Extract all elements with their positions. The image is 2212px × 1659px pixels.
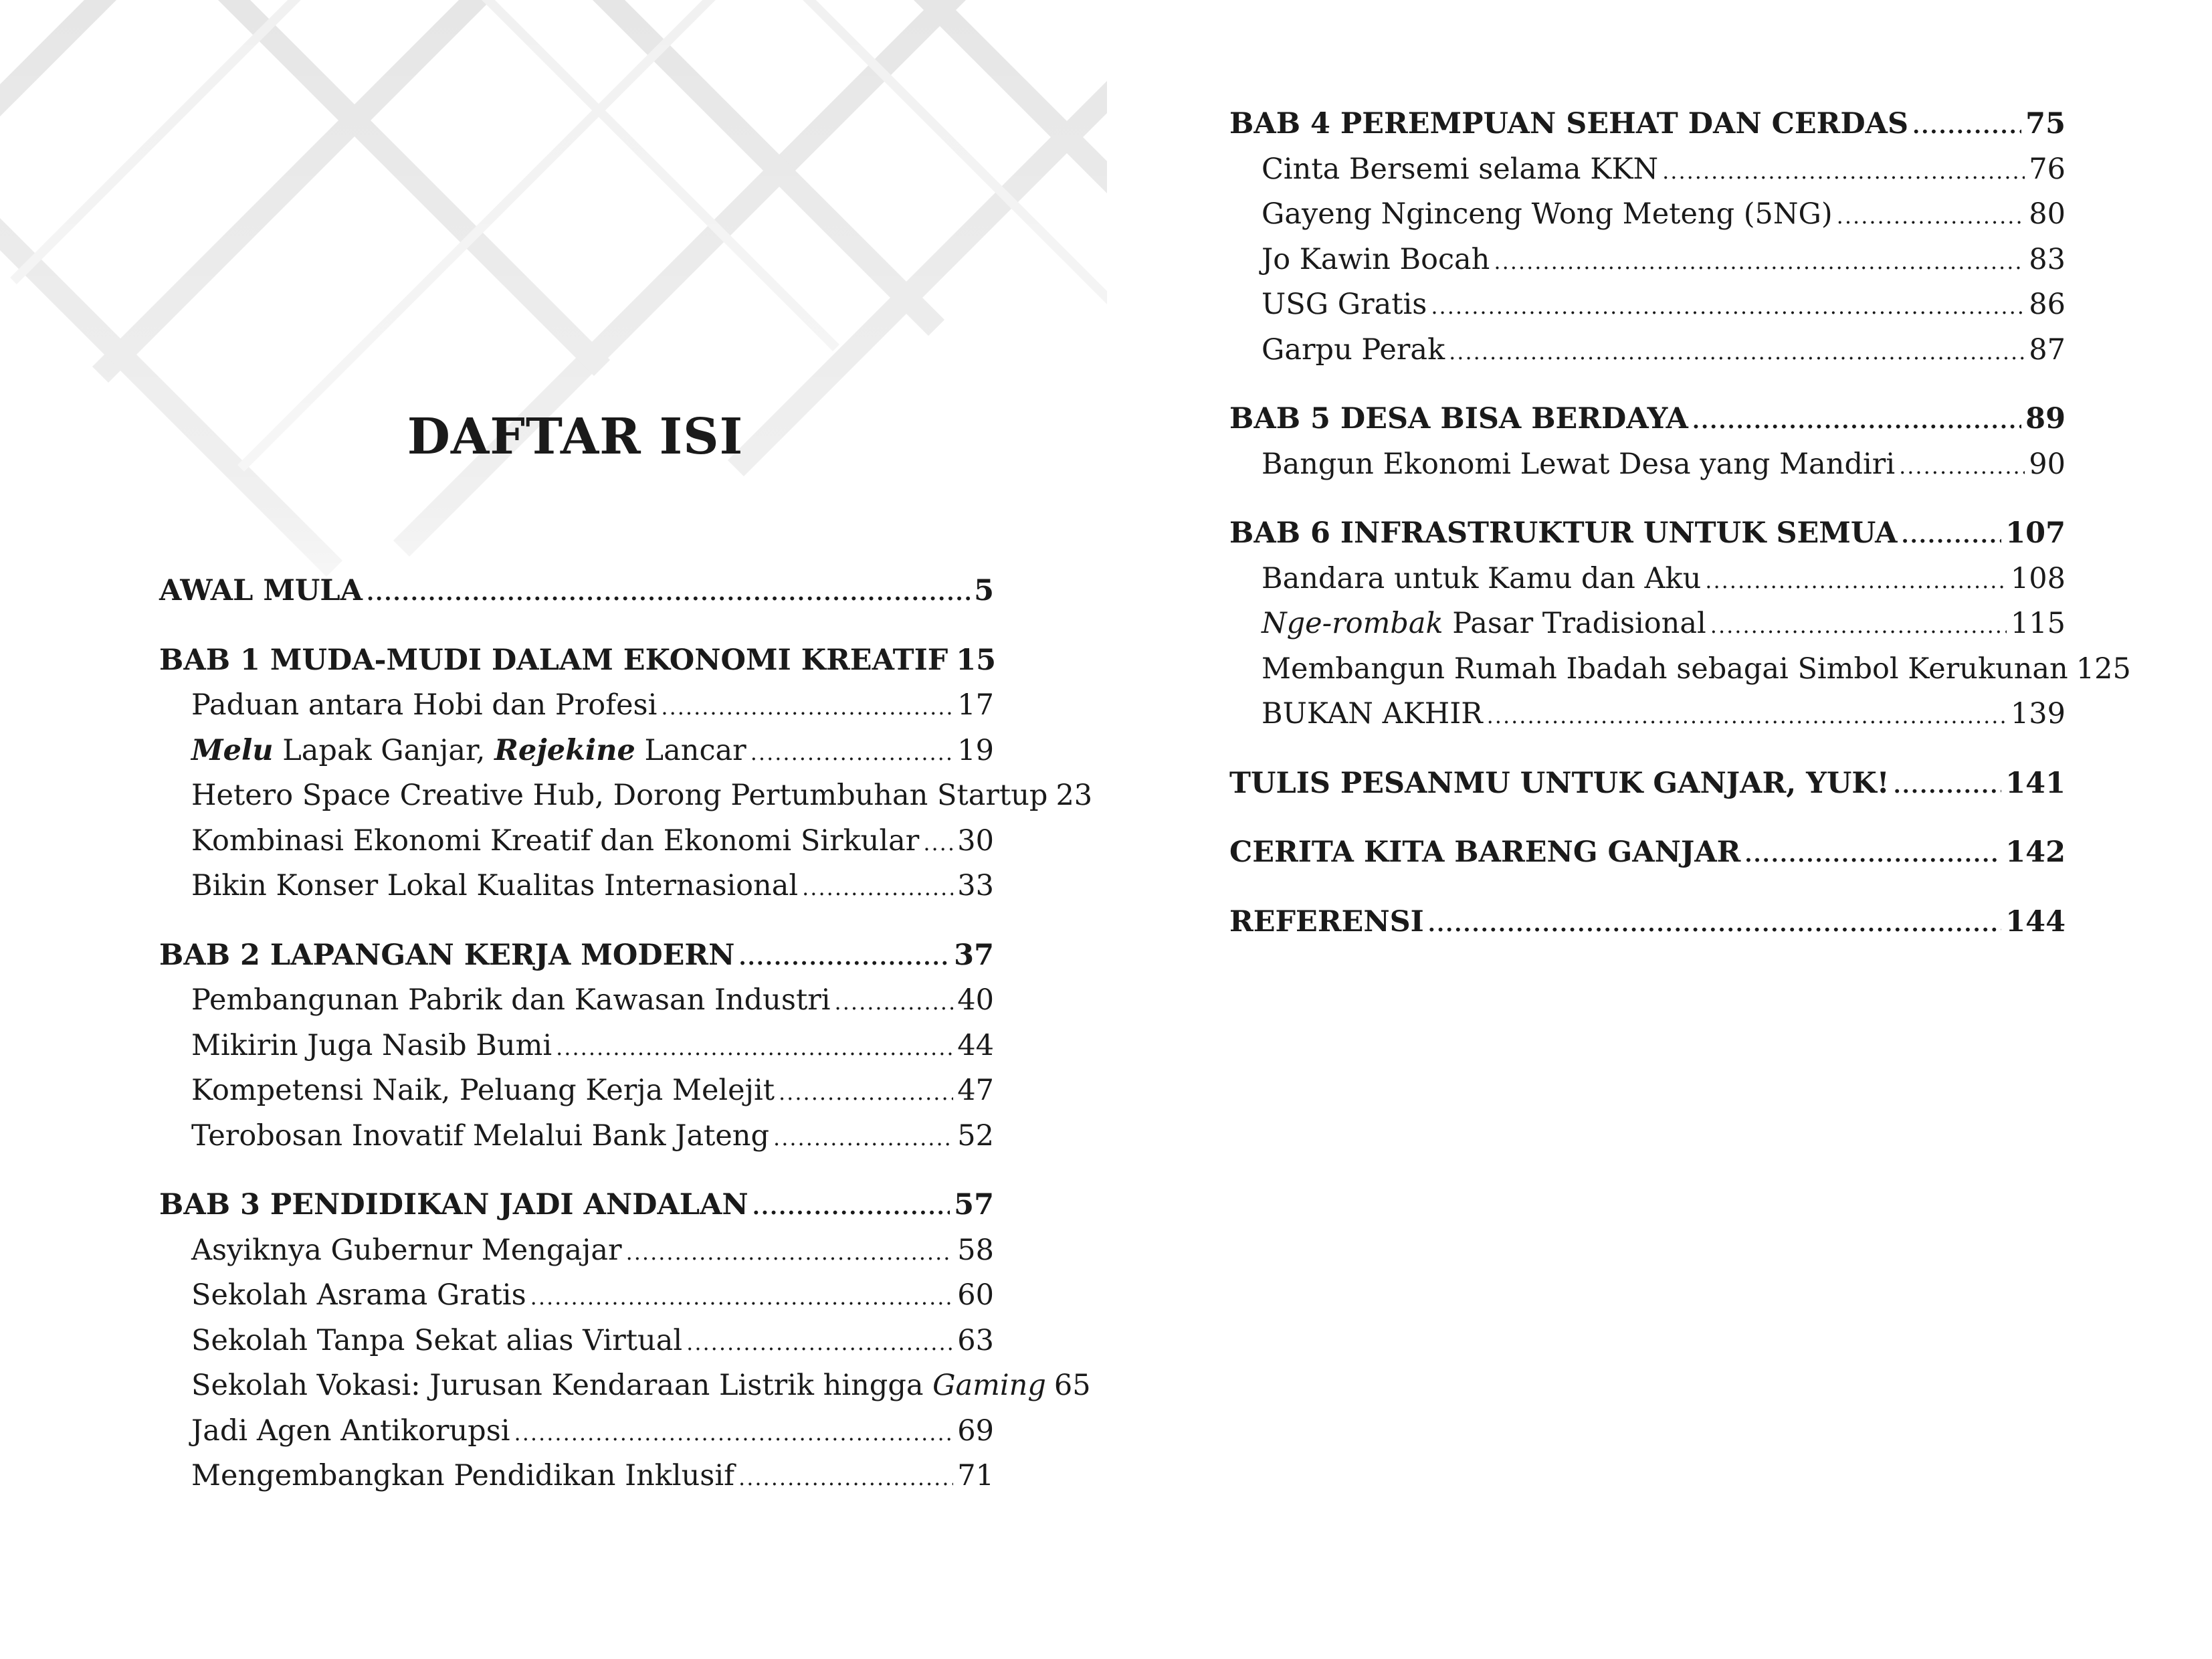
toc-subentry[interactable] <box>159 1119 994 1165</box>
dot-leader <box>530 1284 954 1310</box>
toc-subentry[interactable] <box>159 983 994 1029</box>
toc-chapter-bab-4[interactable] <box>1229 107 2066 153</box>
toc-entry-awal-mula[interactable] <box>159 574 994 619</box>
dot-leader <box>1692 408 2021 433</box>
toc-page-number: 58 <box>957 1233 994 1267</box>
dot-leader <box>752 1194 950 1219</box>
toc-page-number: 63 <box>957 1323 994 1357</box>
toc-page-number: 141 <box>2005 766 2066 800</box>
dot-leader <box>1662 159 2025 184</box>
toc-subentry-label-part: Nge-rombak <box>1262 607 1443 640</box>
toc-page-number: 80 <box>2029 197 2066 231</box>
toc-subentry-label: Jadi Agen Antikorupsi <box>191 1413 510 1448</box>
toc-subentry[interactable] <box>159 1074 994 1119</box>
toc-subentry[interactable] <box>159 1278 994 1324</box>
toc-page-number: 37 <box>954 938 994 972</box>
toc-chapter-label: BAB 4 PEREMPUAN SEHAT DAN CERDAS <box>1229 107 1909 140</box>
toc-subentry-label: USG Gratis <box>1262 288 1427 321</box>
toc-subentry[interactable] <box>159 734 994 779</box>
toc-page-number: 86 <box>2029 288 2066 321</box>
toc-subentry[interactable] <box>159 688 994 734</box>
toc-subentry-label: Kompetensi Naik, Peluang Kerja Melejit <box>191 1074 775 1107</box>
toc-chapter-label: BAB 6 INFRASTRUKTUR UNTUK SEMUA <box>1229 516 1898 550</box>
toc-subentry[interactable] <box>1229 153 2066 198</box>
toc-subentry-label-part: Sekolah Vokasi: Jurusan Kendaraan Listrik hingga <box>191 1369 933 1402</box>
toc-subentry[interactable] <box>1229 652 2131 698</box>
toc-subentry[interactable] <box>159 824 994 870</box>
toc-entry-tulis-pesan[interactable] <box>1229 767 2066 812</box>
dot-leader <box>1894 773 2002 798</box>
dot-leader <box>773 1125 953 1151</box>
toc-subentry[interactable] <box>1229 243 2066 288</box>
toc-subentry[interactable] <box>1229 288 2066 333</box>
toc-subentry-label-part: Gaming <box>932 1369 1046 1402</box>
dot-leader <box>1428 911 2001 937</box>
toc-subentry[interactable] <box>159 1459 994 1504</box>
toc-page-number: 44 <box>957 1028 994 1062</box>
toc-subentry-label-part: Lapak Ganjar, <box>273 733 495 767</box>
dot-leader <box>923 830 953 856</box>
dot-leader <box>1487 703 2007 728</box>
toc-subentry-label: Paduan antara Hobi dan Profesi <box>191 688 658 722</box>
toc-page-number: 60 <box>957 1278 994 1312</box>
toc-page-number: 57 <box>954 1188 994 1222</box>
toc-subentry[interactable] <box>159 869 994 914</box>
toc-subentry-label: Asyiknya Gubernur Mengajar <box>191 1233 622 1267</box>
dot-leader <box>661 694 953 720</box>
toc-subentry-label: Mengembangkan Pendidikan Inklusif <box>191 1459 735 1492</box>
dot-leader <box>1705 568 2007 593</box>
toc-left-column <box>159 574 1093 1504</box>
toc-subentry-label: Sekolah Tanpa Sekat alias Virtual <box>191 1323 683 1357</box>
toc-subentry-label: Membangun Rumah Ibadah sebagai Simbol Kerukunan <box>1262 652 2068 686</box>
toc-page-number: 89 <box>2025 402 2066 435</box>
toc-subentry-label: Bangun Ekonomi Lewat Desa yang Mandiri <box>1262 447 1896 481</box>
toc-chapter-label: BAB 1 MUDA-MUDI DALAM EKONOMI KREATIF <box>159 643 948 677</box>
toc-subentry[interactable] <box>159 779 1093 824</box>
right-page <box>1107 0 2212 1659</box>
toc-subentry-label: Sekolah Asrama Gratis <box>191 1278 526 1312</box>
toc-page-number: 142 <box>2005 836 2066 869</box>
dot-leader <box>1710 613 2007 638</box>
toc-page-number: 5 <box>974 574 994 607</box>
toc-subentry[interactable] <box>1229 562 2066 607</box>
toc-page-number: 69 <box>957 1413 994 1448</box>
toc-subentry-label: Kombinasi Ekonomi Kreatif dan Ekonomi Sirkular <box>191 823 920 858</box>
toc-subentry[interactable] <box>1229 607 2066 652</box>
toc-right-column <box>1229 107 2131 950</box>
toc-subentry[interactable] <box>159 1324 994 1369</box>
toc-subentry-label <box>1262 607 1706 640</box>
toc-entry-label: REFERENSI <box>1229 904 1424 939</box>
dot-leader <box>738 1465 953 1490</box>
toc-subentry-label-part: Lancar <box>635 733 746 767</box>
toc-page-number: 52 <box>957 1118 994 1153</box>
toc-chapter-label: BAB 2 LAPANGAN KERJA MODERN <box>159 938 735 972</box>
toc-subentry-label: Jo Kawin Bocah <box>1262 242 1490 276</box>
toc-page-number: 76 <box>2029 152 2066 186</box>
dot-leader <box>802 875 953 900</box>
toc-subentry-label: Gayeng Nginceng Wong Meteng (5NG) <box>1262 197 1833 231</box>
toc-subentry-label-part: Pasar Tradisional <box>1443 607 1706 640</box>
dot-leader <box>514 1420 954 1446</box>
toc-chapter-label: BAB 5 DESA BISA BERDAYA <box>1229 402 1688 435</box>
toc-subentry-label: Garpu Perak <box>1262 332 1445 367</box>
dot-leader <box>1431 294 2025 319</box>
toc-page-number: 90 <box>2029 447 2066 481</box>
toc-chapter-bab-5[interactable] <box>1229 402 2066 448</box>
toc-subentry-label: Terobosan Inovatif Melalui Bank Jateng <box>191 1118 770 1153</box>
toc-subentry-label-part: Melu <box>191 733 274 767</box>
toc-entry-label: AWAL MULA <box>159 574 363 607</box>
toc-entry-referensi[interactable] <box>1229 905 2066 951</box>
toc-subentry-label-part: Rejekine <box>494 733 635 767</box>
dot-leader <box>1449 339 2025 365</box>
dot-leader <box>738 945 950 970</box>
toc-page-number: 83 <box>2029 242 2066 276</box>
toc-page-number: 139 <box>2010 697 2066 730</box>
toc-subentry-label: Pembangunan Pabrik dan Kawasan Industri <box>191 983 831 1017</box>
toc-subentry-label <box>191 734 746 767</box>
toc-chapter-bab-6[interactable] <box>1229 516 2066 562</box>
toc-subentry[interactable] <box>159 1369 1091 1414</box>
toc-page-number: 30 <box>957 823 994 858</box>
dot-leader <box>626 1240 954 1265</box>
toc-page-number: 108 <box>2010 561 2066 595</box>
page-title: DAFTAR ISI <box>407 408 744 466</box>
dot-leader <box>1494 249 2025 274</box>
toc-page-number: 125 <box>2076 652 2131 686</box>
toc-entry-label: CERITA KITA BARENG GANJAR <box>1229 836 1741 869</box>
toc-subentry-label: BUKAN AKHIR <box>1262 697 1483 730</box>
background-pattern <box>0 0 1107 669</box>
toc-page-number: 33 <box>957 869 994 902</box>
dot-leader <box>556 1035 953 1060</box>
toc-page-number: 40 <box>957 983 994 1017</box>
toc-page-number: 65 <box>1053 1369 1091 1402</box>
dot-leader <box>1901 522 2001 548</box>
toc-page-number: 87 <box>2029 332 2066 367</box>
toc-page-number: 71 <box>957 1459 994 1492</box>
dot-leader <box>686 1330 953 1355</box>
dot-leader <box>1899 454 2025 479</box>
toc-subentry[interactable] <box>1229 333 2066 379</box>
toc-subentry-label: Hetero Space Creative Hub, Dorong Pertumbuhan Startup <box>191 779 1048 812</box>
toc-page-number: 107 <box>2005 516 2066 550</box>
toc-page-number: 15 <box>956 643 997 677</box>
toc-subentry[interactable] <box>1229 697 2066 743</box>
toc-entry-label: TULIS PESANMU UNTUK GANJAR, YUK! <box>1229 766 1890 800</box>
toc-chapter-label: BAB 3 PENDIDIKAN JADI ANDALAN <box>159 1188 748 1222</box>
toc-subentry-label <box>191 1369 1046 1402</box>
toc-page-number: 115 <box>2010 607 2066 640</box>
toc-subentry-label: Bikin Konser Lokal Kualitas Internasional <box>191 869 799 902</box>
toc-page-number: 75 <box>2025 107 2066 140</box>
dot-leader <box>1744 842 2001 867</box>
toc-page-number: 47 <box>957 1074 994 1107</box>
toc-subentry-label: Cinta Bersemi selama KKN <box>1262 152 1659 186</box>
dot-leader <box>835 989 954 1015</box>
toc-page-number: 17 <box>957 688 994 722</box>
toc-subentry[interactable] <box>1229 197 2066 243</box>
toc-subentry[interactable] <box>159 1234 994 1279</box>
toc-page-number: 144 <box>2005 904 2066 939</box>
dot-leader <box>1837 203 2025 229</box>
toc-subentry[interactable] <box>159 1414 994 1460</box>
toc-chapter-bab-3[interactable] <box>159 1188 994 1234</box>
toc-subentry[interactable] <box>159 1029 994 1074</box>
dot-leader <box>779 1080 953 1105</box>
toc-subentry-label: Bandara untuk Kamu dan Aku <box>1262 561 1702 595</box>
toc-subentry[interactable] <box>1229 448 2066 493</box>
toc-entry-cerita-kita[interactable] <box>1229 836 2066 881</box>
toc-page-number: 23 <box>1055 779 1093 812</box>
dot-leader <box>750 740 954 765</box>
dot-leader <box>1912 113 2021 138</box>
toc-chapter-bab-1[interactable] <box>159 643 997 689</box>
toc-page-number: 19 <box>957 733 994 767</box>
toc-subentry-label: Mikirin Juga Nasib Bumi <box>191 1028 552 1062</box>
toc-chapter-bab-2[interactable] <box>159 939 994 984</box>
dot-leader <box>367 580 970 605</box>
